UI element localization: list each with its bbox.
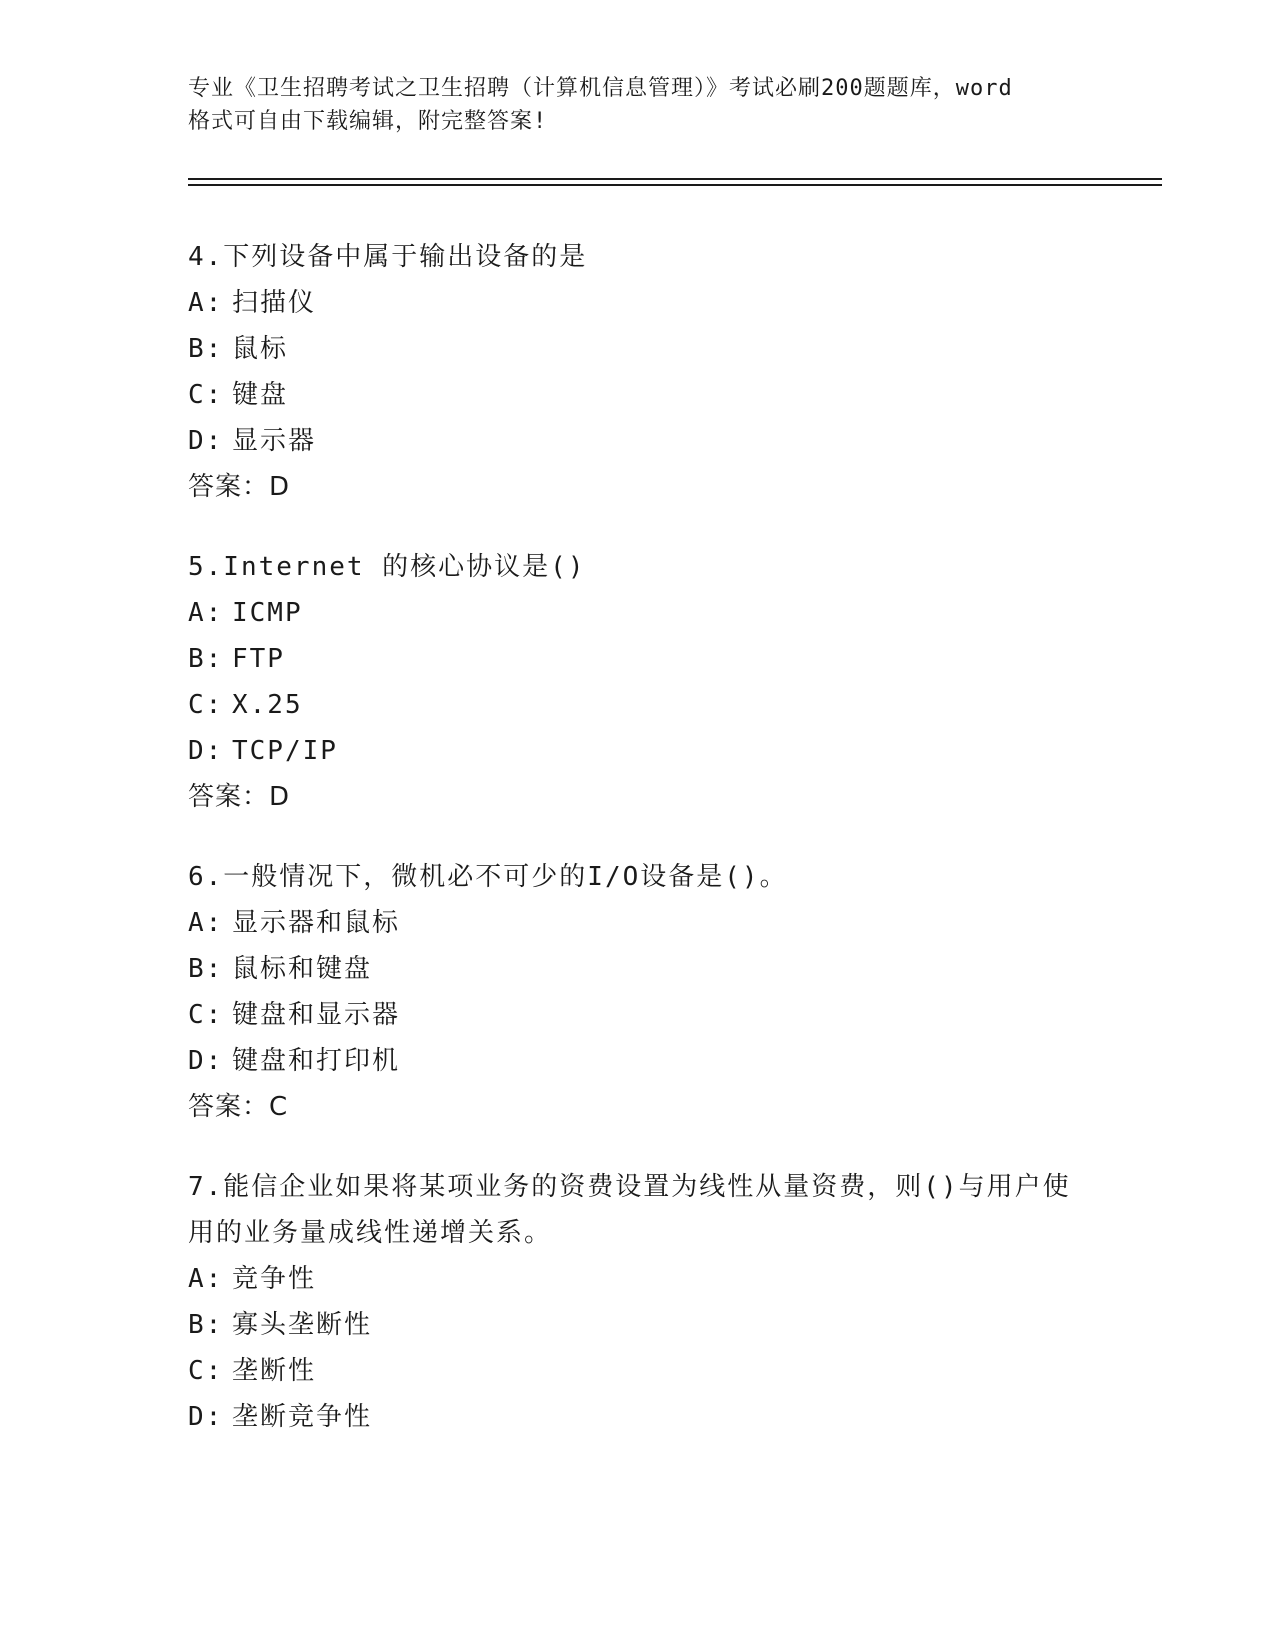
document-header [188,72,1088,138]
option-key: C: [188,1000,224,1030]
option-a [188,280,1088,326]
header-line-1: 专业《卫生招聘考试之卫生招聘（计算机信息管理）》考试必刷200题题库，word [188,76,1013,101]
option-key: A: [188,598,224,628]
option-b [188,1302,1088,1348]
question-stem: 5.Internet 的核心协议是() [188,552,586,582]
question-stem: 6.一般情况下，微机必不可少的I/O设备是()。 [188,862,788,892]
option-text: 竞争性 [232,1264,317,1294]
question-stem: 4.下列设备中属于输出设备的是 [188,242,588,272]
option-b [188,636,1088,682]
question-6 [188,854,1088,1130]
question-7 [188,1164,1088,1440]
option-text: 显示器 [232,426,317,456]
header-divider-top [188,178,1162,180]
option-text: 鼠标和键盘 [232,954,373,984]
option-c [188,1348,1088,1394]
option-key: A: [188,288,224,318]
option-d [188,1394,1088,1440]
option-key: B: [188,954,224,984]
option-key: A: [188,1264,224,1294]
option-text: 键盘和显示器 [232,1000,401,1030]
question-4 [188,234,1088,510]
option-key: B: [188,1310,224,1340]
option-c [188,682,1088,728]
question-5 [188,544,1088,820]
option-key: B: [188,334,224,364]
answer-line: 答案：D [188,782,291,812]
option-key: D: [188,1402,224,1432]
option-text: ICMP [232,598,303,628]
option-text: 垄断竞争性 [232,1402,373,1432]
option-text: 键盘 [232,380,289,410]
answer-line: 答案：D [188,472,291,502]
option-c [188,992,1088,1038]
option-text: 扫描仪 [232,288,317,318]
option-d [188,1038,1088,1084]
option-c [188,372,1088,418]
option-a [188,900,1088,946]
option-key: B: [188,644,224,674]
header-line-2: 格式可自由下载编辑，附完整答案! [188,109,548,134]
option-text: 寡头垄断性 [232,1310,373,1340]
option-key: D: [188,1046,224,1076]
option-key: A: [188,908,224,938]
option-b [188,326,1088,372]
question-list [188,234,1088,1474]
option-a [188,590,1088,636]
option-text: FTP [232,644,285,674]
option-key: C: [188,380,224,410]
option-d [188,418,1088,464]
question-stem: 7.能信企业如果将某项业务的资费设置为线性从量资费，则()与用户使用的业务量成线性递增关系。 [188,1172,1071,1248]
option-a [188,1256,1088,1302]
option-text: TCP/IP [232,736,338,766]
option-text: 垄断性 [232,1356,317,1386]
option-b [188,946,1088,992]
option-key: C: [188,690,224,720]
option-key: C: [188,1356,224,1386]
option-key: D: [188,426,224,456]
answer-line: 答案：C [188,1092,289,1122]
option-text: 键盘和打印机 [232,1046,401,1076]
option-d [188,728,1088,774]
option-text: X.25 [232,690,303,720]
option-key: D: [188,736,224,766]
header-divider-bottom [188,184,1162,186]
option-text: 鼠标 [232,334,289,364]
option-text: 显示器和鼠标 [232,908,401,938]
